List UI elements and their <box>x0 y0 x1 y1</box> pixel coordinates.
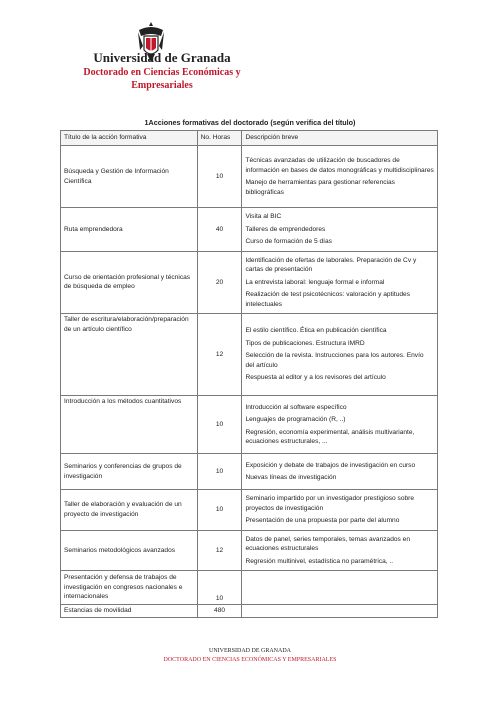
row-title: Presentación y defensa de trabajos de investigación en congresos nacionales e internacionales <box>61 571 198 605</box>
row-title: Seminarios y conferencias de grupos de investigación <box>61 454 198 490</box>
row-desc: Datos de panel, series temporales, temas avanzados en ecuaciones estructurales Regresión multinivel, estadística no paramétrica, .. <box>242 530 438 571</box>
row-hours: 12 <box>197 530 242 571</box>
table-row <box>61 454 438 490</box>
row-title: Búsqueda y Gestión de Información Científica <box>61 146 198 208</box>
table-row <box>61 251 438 314</box>
table-row <box>61 571 438 605</box>
row-title: Taller de elaboración y evaluación de un proyecto de investigación <box>61 490 198 531</box>
table-row <box>61 490 438 531</box>
row-hours: 10 <box>197 396 242 454</box>
table-row <box>61 605 438 618</box>
university-name: Universidad de Granada <box>93 50 231 65</box>
table-header-row <box>61 131 438 146</box>
col-hours-header: No. Horas <box>197 131 242 146</box>
row-title: Introducción a los métodos cuantitativos <box>61 396 198 454</box>
row-desc <box>242 571 438 605</box>
row-hours: 10 <box>197 146 242 208</box>
row-desc: Visita al BIC Talleres de emprendedores Curso de formación de 5 días <box>242 208 438 252</box>
col-desc-header: Descripción breve <box>242 131 438 146</box>
row-hours: 12 <box>197 314 242 396</box>
col-title-header: Título de la acción formativa <box>61 131 198 146</box>
footer-program: DOCTORADO EN CIENCIAS ECONÓMICAS Y EMPRESARIALES <box>163 657 337 663</box>
row-hours: 10 <box>197 490 242 531</box>
row-desc: Identificación de ofertas de laborales. Preparación de Cv y cartas de presentación La entrevista laboral: lenguaje formal e informal Realización de test psicotécnicos: valoración y aptitudes intelectuales <box>242 251 438 314</box>
row-hours: 20 <box>197 251 242 314</box>
row-title: Taller de escritura/elaboración/preparación de un artículo científico <box>61 314 198 396</box>
table-caption: 1Acciones formativas del doctorado (según verifica del título) <box>144 118 356 127</box>
row-hours: 10 <box>197 571 242 605</box>
row-title: Estancias de movilidad <box>61 605 198 618</box>
row-title: Seminarios metodológicos avanzados <box>61 530 198 571</box>
footer-university: UNIVERSIDAD DE GRANADA <box>209 648 291 654</box>
row-hours: 10 <box>197 454 242 490</box>
row-hours: 40 <box>197 208 242 252</box>
row-desc <box>242 605 438 618</box>
row-title: Ruta emprendedora <box>61 208 198 252</box>
row-title: Curso de orientación profesional y técnicas de búsqueda de empleo <box>61 251 198 314</box>
row-desc: Seminario impartido por un investigador prestigioso sobre proyectos de investigación Presentación de una propuesta por parte del alumno <box>242 490 438 531</box>
row-desc: El estilo científico. Ética en publicación científica Tipos de publicaciones. Estructura IMRD Selección de la revista. Instrucciones para los autores. Envío del artículo Respuesta al editor y a los revisores del artículo <box>242 314 438 396</box>
row-desc: Exposición y debate de trabajos de investigación en curso Nuevas líneas de investigación <box>242 454 438 490</box>
table-row <box>61 146 438 208</box>
row-desc: Introducción al software específico Lenguajes de programación (R, ..) Regresión, economía experimental, análisis multivariante, ecuaciones estructurales, ... <box>242 396 438 454</box>
table-row <box>61 396 438 454</box>
program-name: Doctorado en Ciencias Económicas y Empresariales <box>83 67 241 91</box>
row-desc: Técnicas avanzadas de utilización de buscadores de información en bases de datos monográficas y multidisciplinares Manejo de herramientas para gestionar referencias bibliográficas <box>242 146 438 208</box>
table-row <box>61 208 438 252</box>
row-hours: 480 <box>197 605 242 618</box>
page-footer <box>60 647 440 665</box>
training-actions-table <box>60 130 438 618</box>
table-row <box>61 530 438 571</box>
table-row <box>61 314 438 396</box>
